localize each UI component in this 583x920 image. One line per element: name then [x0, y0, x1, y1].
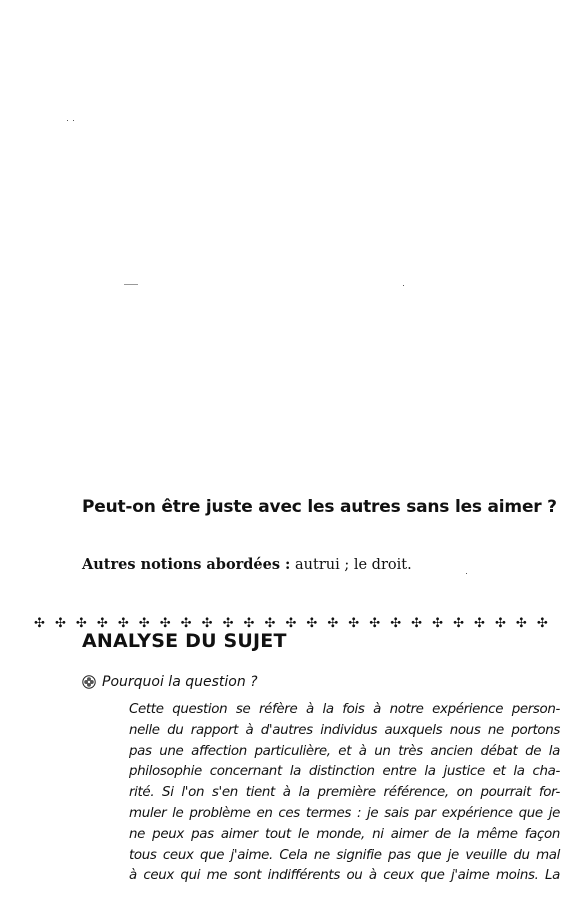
ornament-icon: ✣ [34, 616, 45, 631]
ornament-icon: ✣ [390, 616, 402, 631]
ornament-icon: ✣ [180, 616, 192, 631]
ornament-icon: ✣ [285, 616, 297, 631]
ornament-icon: ✣ [327, 616, 339, 631]
ornament-icon: ✣ [515, 616, 527, 631]
ornament-icon: ✣ [201, 616, 213, 631]
scan-speck [73, 120, 74, 121]
ornament-icon: ✣ [264, 616, 276, 631]
ornament-icon: ✣ [243, 616, 255, 631]
ornament-icon: ✣ [54, 616, 66, 631]
ornament-icon: ✣ [453, 616, 464, 631]
ornament-icon: ✣ [411, 616, 423, 631]
scan-speck [67, 120, 68, 121]
ornament-icon: ✣ [159, 616, 171, 631]
paragraph-line: philosophie concernant la distinction entre la justice et la cha- [129, 764, 560, 780]
sub-question [82, 674, 258, 690]
paragraph-line: pas une affection particulière, et à un très ancien débat de la [129, 743, 560, 759]
ornament-icon: ✣ [75, 616, 87, 631]
ornament-icon: ✣ [138, 616, 150, 631]
ornament-icon: ✣ [474, 616, 485, 631]
analysis-paragraph [129, 700, 560, 887]
ornament-icon: ✣ [222, 616, 234, 631]
scan-speck [403, 285, 404, 286]
question-title: Peut-on être juste avec les autres sans les aimer ? [82, 497, 557, 517]
paragraph-line: muler le problème en ces termes : je sais par expérience que je [129, 805, 560, 821]
paragraph-line: nelle du rapport à d'autres individus auxquels nous ne portons [129, 722, 560, 738]
paragraph-line: à ceux qui me sont indifférents ou à ceux que j'aime moins. La [129, 868, 560, 884]
ornament-icon: ✣ [536, 616, 548, 631]
paragraph-line: rité. Si l'on s'en tient à la première référence, on pourrait for- [129, 785, 560, 801]
scan-speck [466, 573, 467, 574]
related-notions [82, 556, 412, 573]
ornament-icon: ✣ [494, 616, 506, 631]
ornament-icon: ✣ [369, 616, 381, 631]
paragraph-line: ne peux pas aimer tout le monde, ni aimer de la même façon [129, 826, 560, 842]
ornament-icon: ✣ [348, 616, 360, 631]
ornament-icon: ✣ [306, 616, 318, 631]
flower-bullet-icon [82, 675, 96, 689]
sub-question-label: Pourquoi la question ? [102, 674, 258, 690]
paragraph-line: tous ceux que j'aime. Cela ne signifie pas que je veuille du mal [129, 847, 560, 863]
scan-dash [124, 284, 138, 285]
paragraph-line: Cette question se réfère à la fois à notre expérience person- [129, 702, 560, 717]
section-heading: ANALYSE DU SUJET [82, 630, 287, 652]
notions-value: autrui ; le droit. [295, 557, 412, 573]
ornament-icon: ✣ [117, 616, 129, 631]
ornament-icon: ✣ [432, 616, 444, 631]
notions-label: Autres notions abordées : [82, 556, 291, 573]
ornament-icon: ✣ [96, 616, 108, 631]
